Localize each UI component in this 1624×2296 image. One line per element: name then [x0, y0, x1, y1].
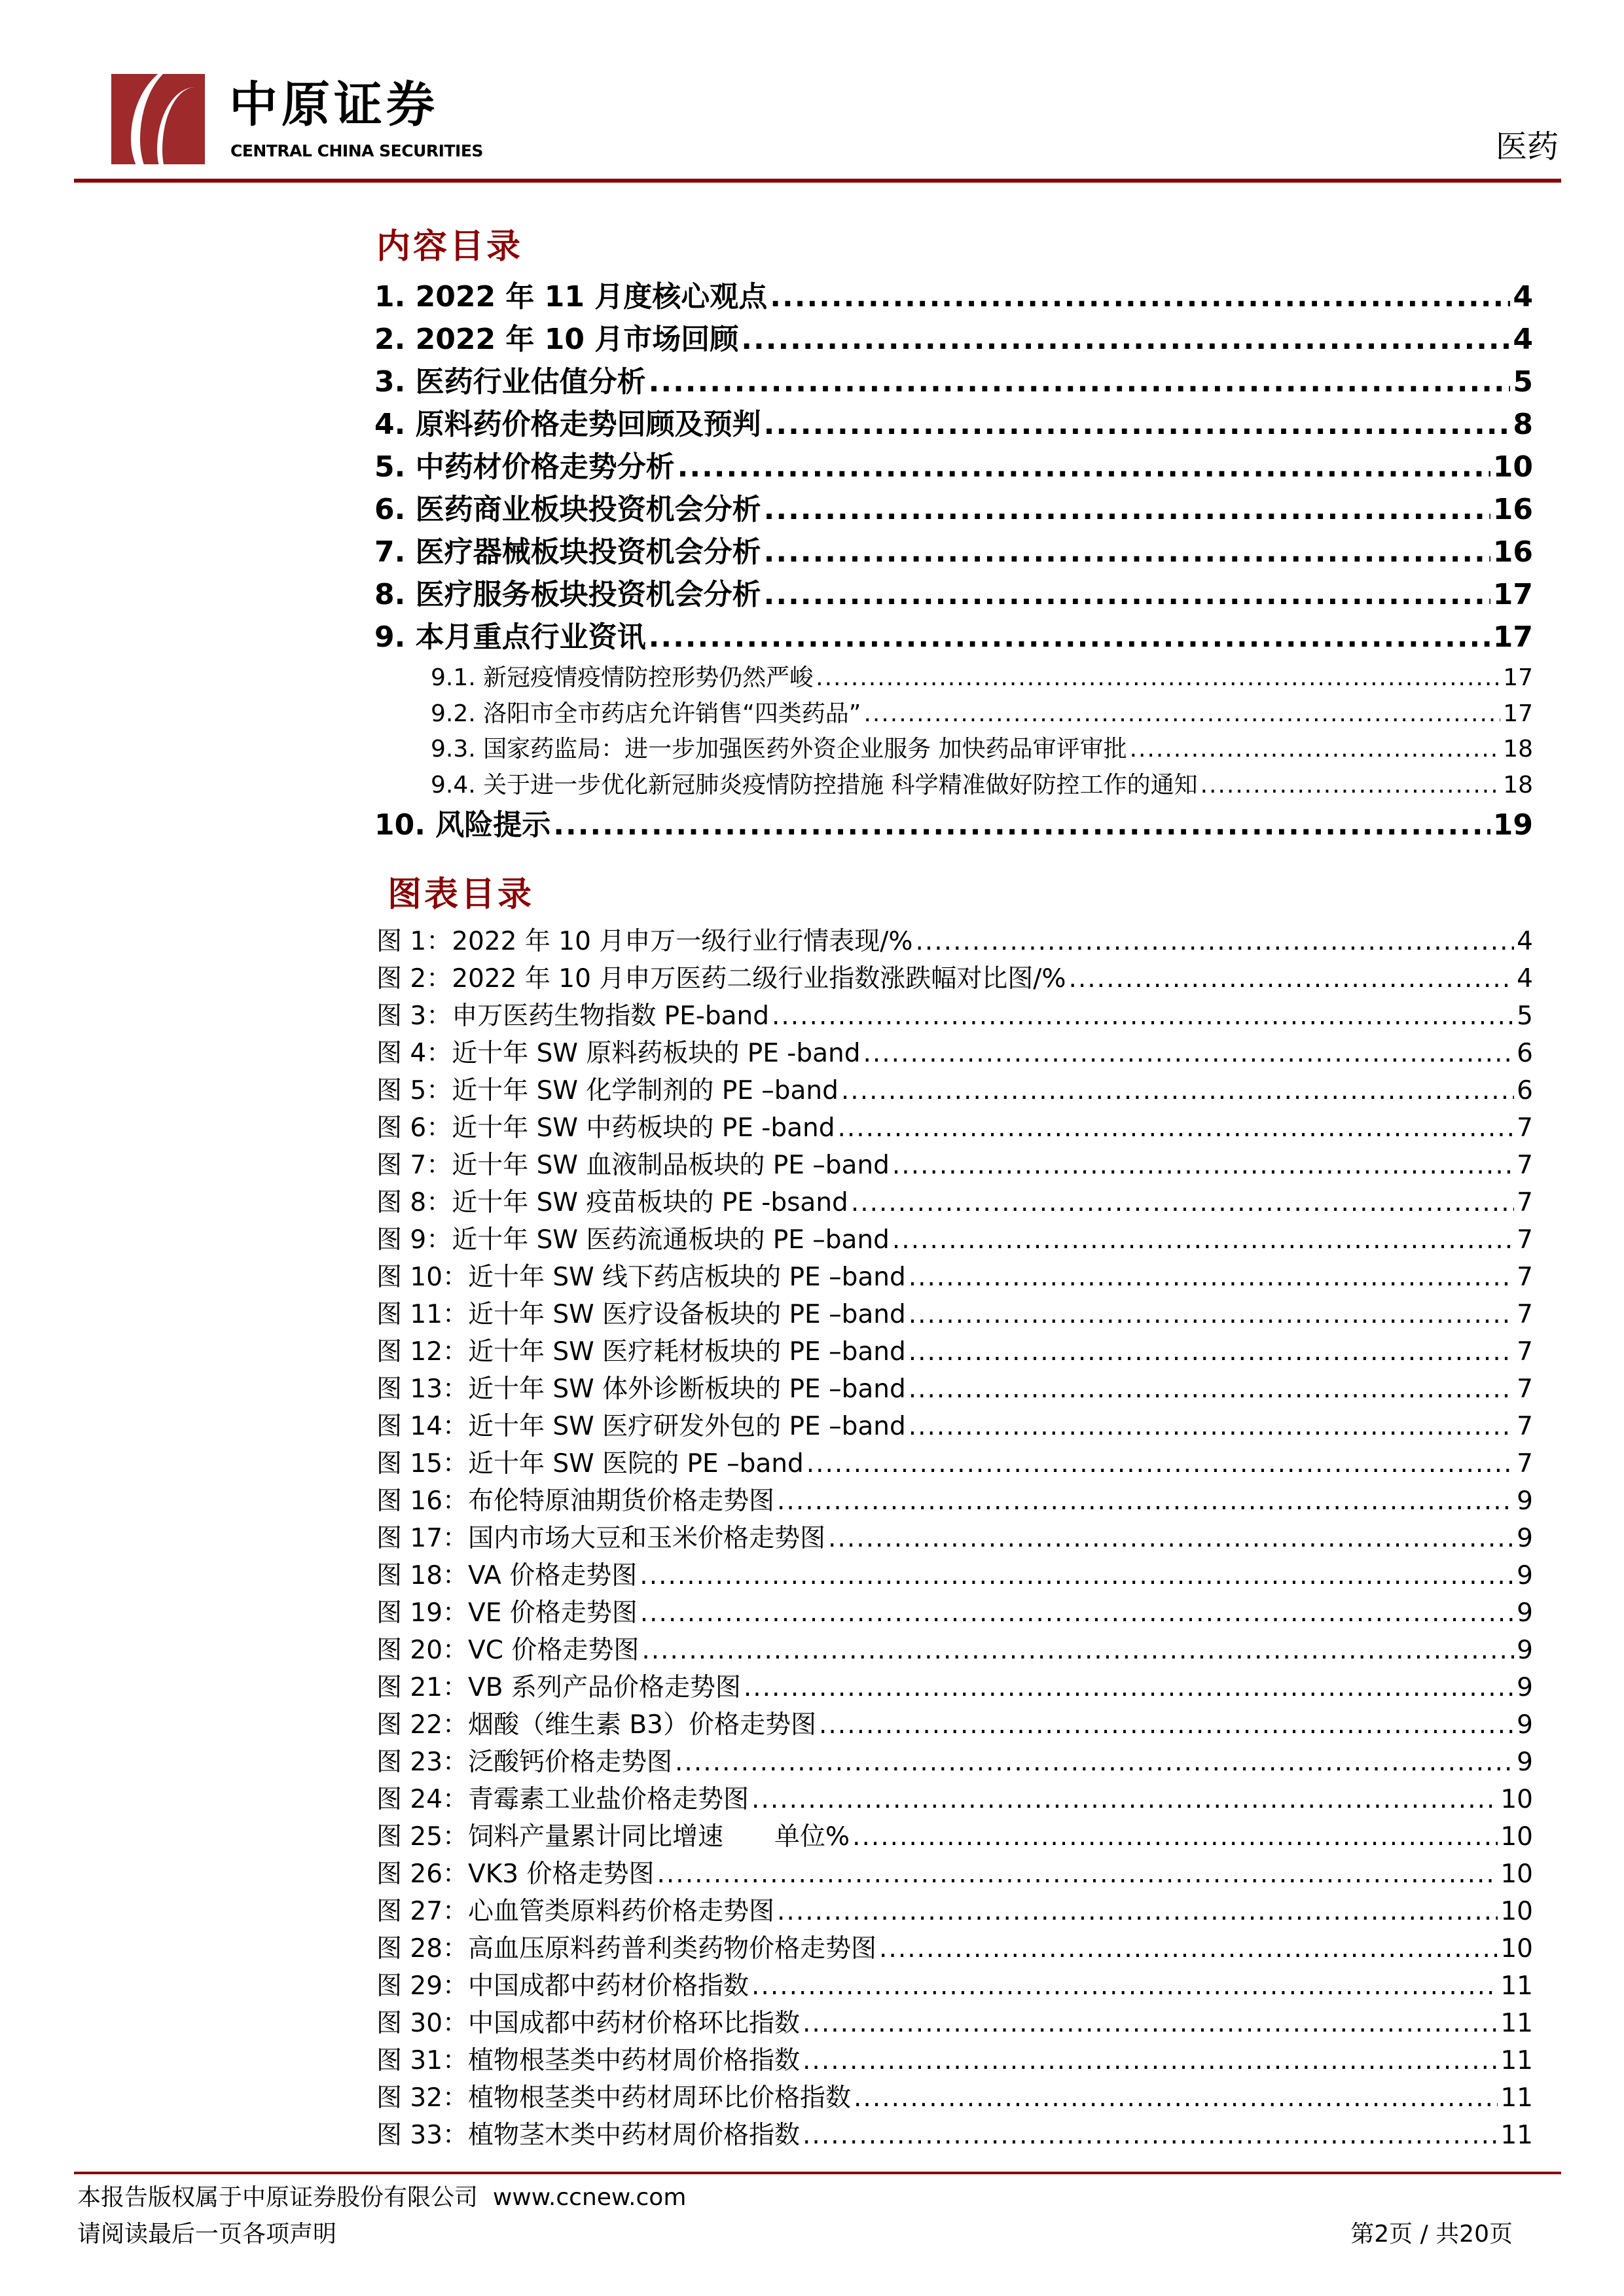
entry-page: 9 — [1517, 1748, 1533, 1777]
toc-entry[interactable] — [376, 1560, 1533, 1592]
dot-leader — [854, 2083, 1498, 2114]
toc-entry[interactable] — [376, 926, 1533, 958]
dot-leader — [803, 2045, 1498, 2077]
entry-label: 图 25：饲料产量累计同比增速 单位% — [376, 1822, 850, 1852]
toc-entry[interactable] — [374, 578, 1533, 612]
dot-leader — [909, 1336, 1514, 1368]
figures-title: 图表目录 — [388, 874, 535, 914]
toc-entry[interactable] — [376, 1187, 1533, 1219]
entry-page: 7 — [1517, 1151, 1533, 1180]
entry-label: 图 8：近十年 SW 疫苗板块的 PE -bsand — [376, 1188, 848, 1217]
dot-leader — [816, 664, 1500, 692]
toc-entry[interactable] — [376, 1971, 1533, 2002]
dot-leader — [641, 1635, 1514, 1666]
entry-page: 9 — [1517, 1524, 1533, 1553]
entry-page: 16 — [1492, 535, 1533, 569]
dot-leader — [852, 1821, 1498, 1853]
toc-entry[interactable] — [376, 1150, 1533, 1181]
toc-entry[interactable] — [376, 1374, 1533, 1405]
entry-page: 5 — [1517, 1001, 1533, 1031]
footer-copyright: 本报告版权属于中原证券股份有限公司 — [77, 2184, 478, 2211]
toc-entry[interactable] — [376, 1411, 1533, 1443]
entry-label: 图 30：中国成都中药材价格环比指数 — [376, 2009, 801, 2038]
entry-label: 7. 医疗器械板块投资机会分析 — [374, 535, 761, 569]
entry-page: 11 — [1500, 2083, 1533, 2113]
entry-page: 10 — [1500, 1934, 1533, 1964]
entry-page: 10 — [1500, 1897, 1533, 1926]
entry-label: 9.2. 洛阳市全市药店允许销售“四类药品” — [431, 700, 861, 727]
dot-leader — [863, 700, 1500, 728]
entry-page: 6 — [1517, 1039, 1533, 1068]
toc-entry[interactable] — [374, 493, 1533, 527]
footer-website[interactable]: www.ccnew.com — [492, 2184, 687, 2211]
dot-leader — [770, 280, 1510, 314]
entry-label: 图 26：VK3 价格走势图 — [376, 1859, 655, 1889]
toc-entry[interactable] — [376, 2045, 1533, 2077]
entry-page: 11 — [1500, 1971, 1533, 2001]
toc-entry[interactable] — [376, 1448, 1533, 1480]
entry-label: 图 12：近十年 SW 医疗耗材板块的 PE –band — [376, 1337, 906, 1367]
toc-entry[interactable] — [431, 700, 1533, 728]
dot-leader — [803, 2120, 1498, 2151]
entry-label: 2. 2022 年 10 月市场回顾 — [374, 323, 739, 356]
dot-leader — [764, 408, 1511, 442]
toc-entry[interactable] — [376, 1523, 1533, 1554]
entry-label: 图 6：近十年 SW 中药板块的 PE -band — [376, 1113, 835, 1143]
dot-leader — [764, 493, 1490, 527]
entry-label: 图 10：近十年 SW 线下药店板块的 PE –band — [376, 1263, 906, 1292]
toc-entry[interactable] — [376, 1598, 1533, 1629]
entry-page: 4 — [1517, 927, 1533, 956]
toc-entry[interactable] — [376, 2008, 1533, 2039]
dot-leader — [851, 1187, 1514, 1219]
entry-label: 图 5：近十年 SW 化学制剂的 PE –band — [376, 1076, 839, 1105]
entry-page: 18 — [1503, 771, 1533, 798]
entry-label: 图 19：VE 价格走势图 — [376, 1598, 638, 1628]
toc-entry[interactable] — [376, 1075, 1533, 1107]
dot-leader — [751, 1971, 1498, 2002]
section-label: 医药 — [1495, 128, 1559, 165]
entry-page: 11 — [1500, 2009, 1533, 2038]
brand-name-en: CENTRAL CHINA SECURITIES — [230, 141, 483, 160]
toc-entry[interactable] — [376, 2120, 1533, 2151]
toc-entry[interactable] — [374, 280, 1533, 314]
toc-entry[interactable] — [374, 365, 1533, 399]
entry-page: 7 — [1517, 1300, 1533, 1329]
entry-page: 9 — [1517, 1561, 1533, 1590]
dot-leader — [553, 808, 1490, 842]
toc-entry[interactable] — [376, 1896, 1533, 1928]
entry-page: 16 — [1492, 493, 1533, 526]
entry-page: 4 — [1513, 280, 1533, 314]
toc-entry[interactable] — [376, 1001, 1533, 1032]
entry-label: 图 32：植物根茎类中药材周环比价格指数 — [376, 2083, 852, 2113]
entry-page: 11 — [1500, 2046, 1533, 2075]
entry-label: 图 33：植物茎木类中药材周价格指数 — [376, 2121, 801, 2150]
dot-leader — [909, 1262, 1514, 1293]
dot-leader — [837, 1113, 1514, 1144]
entry-label: 图 24：青霉素工业盐价格走势图 — [376, 1785, 749, 1814]
dot-leader — [1200, 771, 1501, 800]
dot-leader — [777, 1486, 1514, 1517]
dot-leader — [677, 450, 1490, 484]
entry-page: 10 — [1500, 1822, 1533, 1852]
entry-page: 4 — [1513, 323, 1533, 356]
entry-page: 7 — [1517, 1113, 1533, 1143]
entry-page: 7 — [1517, 1374, 1533, 1404]
entry-label: 9.3. 国家药监局：进一步加强医药外资企业服务 加快药品审评审批 — [431, 736, 1127, 762]
toc-entry[interactable] — [376, 1672, 1533, 1704]
dot-leader — [764, 535, 1490, 569]
entry-page: 9 — [1517, 1598, 1533, 1628]
toc-entry[interactable] — [376, 1038, 1533, 1069]
entry-label: 图 13：近十年 SW 体外诊断板块的 PE –band — [376, 1374, 906, 1404]
dot-leader — [777, 1896, 1498, 1928]
dot-leader — [863, 1038, 1514, 1069]
toc-entry[interactable] — [376, 1336, 1533, 1368]
brand-name-cn: 中原证券 — [229, 77, 439, 133]
dot-leader — [892, 1150, 1514, 1181]
dot-leader — [909, 1411, 1514, 1443]
entry-page: 7 — [1517, 1337, 1533, 1367]
dot-leader — [640, 1560, 1514, 1592]
entry-label: 图 20：VC 价格走势图 — [376, 1636, 640, 1665]
toc-entry[interactable] — [376, 1784, 1533, 1816]
entry-page: 4 — [1517, 964, 1533, 994]
toc-entry[interactable] — [376, 1747, 1533, 1778]
entry-label: 图 9：近十年 SW 医药流通板块的 PE –band — [376, 1225, 890, 1255]
footer-disclaimer: 请阅读最后一页各项声明 — [77, 2221, 337, 2248]
entry-label: 图 15：近十年 SW 医院的 PE –band — [376, 1449, 804, 1479]
entry-page: 18 — [1503, 736, 1533, 762]
entry-label: 4. 原料药价格走势回顾及预判 — [374, 408, 761, 441]
entry-page: 9 — [1517, 1636, 1533, 1665]
entry-label: 图 29：中国成都中药材价格指数 — [376, 1971, 749, 2001]
entry-page: 5 — [1513, 365, 1533, 399]
dot-leader — [892, 1225, 1514, 1256]
dot-leader — [909, 1374, 1514, 1405]
entry-label: 图 7：近十年 SW 血液制品板块的 PE –band — [376, 1151, 890, 1180]
dot-leader — [1130, 735, 1501, 764]
toc-entry[interactable] — [374, 450, 1533, 484]
dot-leader — [915, 926, 1514, 958]
entry-label: 图 2：2022 年 10 月申万医药二级行业指数涨跌幅对比图/% — [376, 964, 1066, 994]
entry-label: 图 16：布伦特原油期货价格走势图 — [376, 1486, 775, 1516]
footer-divider — [74, 2172, 1561, 2174]
entry-label: 图 18：VA 价格走势图 — [376, 1561, 638, 1590]
entry-page: 9 — [1517, 1710, 1533, 1740]
dot-leader — [741, 323, 1510, 357]
dot-leader — [649, 620, 1490, 655]
toc-entry[interactable] — [376, 1933, 1533, 1965]
entry-label: 9.4. 关于进一步优化新冠肺炎疫情防控措施 科学精准做好防控工作的通知 — [431, 771, 1198, 798]
toc-entry[interactable] — [376, 1821, 1533, 1853]
entry-label: 8. 医疗服务板块投资机会分析 — [374, 578, 761, 611]
entry-label: 图 21：VB 系列产品价格走势图 — [376, 1673, 741, 1702]
entry-label: 图 1：2022 年 10 月申万一级行业行情表现/% — [376, 927, 913, 956]
entry-label: 图 27：心血管类原料药价格走势图 — [376, 1897, 775, 1926]
company-logo — [111, 74, 205, 164]
entry-label: 图 4：近十年 SW 原料药板块的 PE -band — [376, 1039, 861, 1068]
dot-leader — [841, 1075, 1514, 1107]
entry-label: 图 31：植物根茎类中药材周价格指数 — [376, 2046, 801, 2075]
dot-leader — [1068, 963, 1514, 995]
toc-entry[interactable] — [376, 1859, 1533, 1890]
entry-page: 17 — [1492, 620, 1533, 654]
dot-leader — [819, 1710, 1514, 1741]
toc-entry[interactable] — [376, 1113, 1533, 1144]
entry-label: 9. 本月重点行业资讯 — [374, 620, 646, 654]
toc-entry[interactable] — [376, 1710, 1533, 1741]
entry-label: 1. 2022 年 11 月度核心观点 — [374, 280, 768, 314]
entry-page: 9 — [1517, 1486, 1533, 1516]
entry-label: 10. 风险提示 — [374, 808, 551, 842]
dot-leader — [640, 1598, 1514, 1629]
header-divider — [74, 179, 1561, 183]
entry-label: 6. 医药商业板块投资机会分析 — [374, 493, 761, 526]
entry-page: 7 — [1517, 1412, 1533, 1441]
dot-leader — [675, 1747, 1514, 1778]
entry-page: 19 — [1492, 808, 1533, 842]
entry-page: 10 — [1500, 1859, 1533, 1889]
entry-page: 10 — [1492, 450, 1533, 484]
entry-page: 17 — [1492, 578, 1533, 611]
entry-page: 6 — [1517, 1076, 1533, 1105]
entry-page: 9 — [1517, 1673, 1533, 1702]
entry-page: 7 — [1517, 1263, 1533, 1292]
toc-entry[interactable] — [376, 2083, 1533, 2114]
toc-title: 内容目录 — [376, 226, 524, 266]
entry-label: 5. 中药材价格走势分析 — [374, 450, 675, 484]
dot-leader — [806, 1448, 1514, 1480]
dot-leader — [828, 1523, 1514, 1554]
entry-label: 9.1. 新冠疫情疫情防控形势仍然严峻 — [431, 664, 814, 691]
toc-entry[interactable] — [431, 664, 1533, 692]
entry-page: 7 — [1517, 1188, 1533, 1217]
entry-page: 10 — [1500, 1785, 1533, 1814]
dot-leader — [879, 1933, 1498, 1965]
toc-entry[interactable] — [376, 1486, 1533, 1517]
toc-entry[interactable] — [431, 771, 1533, 800]
dot-leader — [649, 365, 1511, 399]
entry-label: 图 28：高血压原料药普利类药物价格走势图 — [376, 1934, 877, 1964]
toc-entry[interactable] — [374, 535, 1533, 569]
dot-leader — [772, 1001, 1514, 1032]
entry-label: 3. 医药行业估值分析 — [374, 365, 646, 399]
entry-label: 图 23：泛酸钙价格走势图 — [376, 1748, 673, 1777]
entry-page: 8 — [1513, 408, 1533, 441]
toc-entry[interactable] — [374, 808, 1533, 842]
toc-entry[interactable] — [374, 408, 1533, 442]
toc-entry[interactable] — [376, 1635, 1533, 1666]
toc-entry[interactable] — [374, 620, 1533, 655]
entry-label: 图 3：申万医药生物指数 PE-band — [376, 1001, 769, 1031]
toc-entry[interactable] — [376, 1299, 1533, 1331]
toc-entry[interactable] — [431, 735, 1533, 764]
entry-label: 图 22：烟酸（维生素 B3）价格走势图 — [376, 1710, 816, 1740]
entry-label: 图 11：近十年 SW 医疗设备板块的 PE –band — [376, 1300, 906, 1329]
toc-entry[interactable] — [374, 323, 1533, 357]
page-number: 第2页 / 共20页 — [1350, 2221, 1513, 2248]
toc-entry[interactable] — [376, 1262, 1533, 1293]
dot-leader — [751, 1784, 1498, 1816]
dot-leader — [657, 1859, 1498, 1890]
toc-entry[interactable] — [376, 1225, 1533, 1256]
entry-page: 7 — [1517, 1225, 1533, 1255]
dot-leader — [744, 1672, 1514, 1704]
entry-label: 图 17：国内市场大豆和玉米价格走势图 — [376, 1524, 826, 1553]
toc-entry[interactable] — [376, 963, 1533, 995]
entry-page: 11 — [1500, 2121, 1533, 2150]
dot-leader — [764, 578, 1490, 612]
dot-leader — [803, 2008, 1498, 2039]
entry-label: 图 14：近十年 SW 医疗研发外包的 PE –band — [376, 1412, 906, 1441]
entry-page: 17 — [1503, 664, 1533, 691]
entry-page: 17 — [1503, 700, 1533, 727]
dot-leader — [909, 1299, 1514, 1331]
entry-page: 7 — [1517, 1449, 1533, 1479]
